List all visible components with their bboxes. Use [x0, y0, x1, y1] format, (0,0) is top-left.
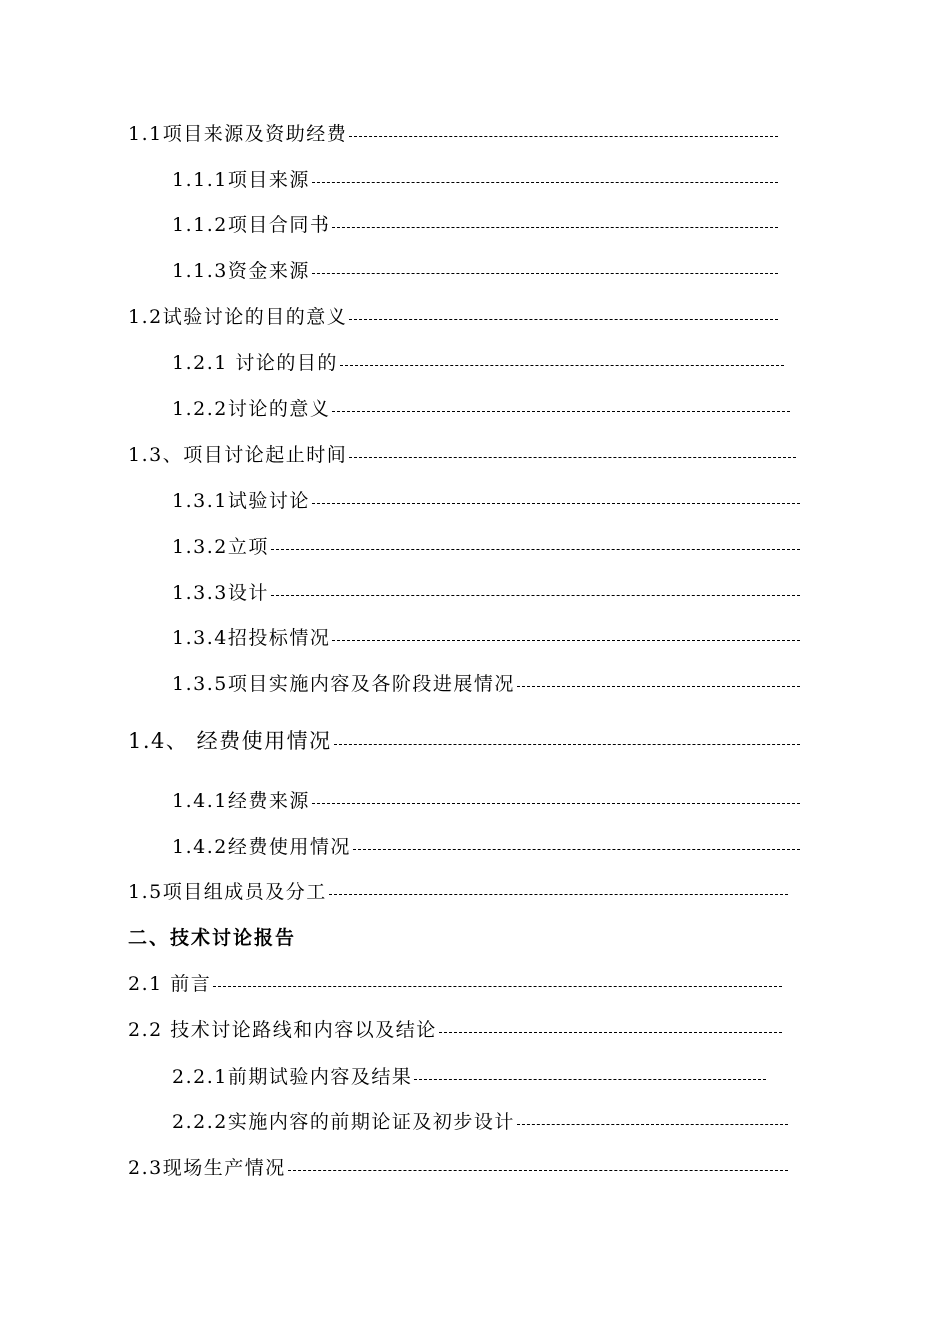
toc-entry[interactable]	[128, 1156, 788, 1180]
dot-leader	[288, 1170, 788, 1171]
toc-entry-label: 2.3现场生产情况	[128, 1157, 286, 1179]
toc-entry-label: 1.2.2讨论的意义	[172, 398, 331, 420]
toc-entry-label: 1.5项目组成员及分工	[128, 881, 327, 903]
toc-entry[interactable]	[172, 1065, 766, 1089]
toc-entry[interactable]	[172, 168, 778, 192]
dot-leader	[334, 744, 800, 745]
toc-entry-label: 1.4.2经费使用情况	[172, 836, 351, 858]
dot-leader	[332, 640, 800, 641]
dot-leader	[312, 182, 778, 183]
toc-entry-label: 二、技术讨论报告	[128, 927, 297, 949]
toc-entry[interactable]	[172, 259, 778, 283]
dot-leader	[353, 849, 800, 850]
toc-entry-label: 1.2.1 讨论的目的	[172, 352, 338, 374]
dot-leader	[213, 986, 782, 987]
toc-entry-label: 1.3.3设计	[172, 582, 269, 604]
dot-leader	[271, 595, 800, 596]
toc-entry[interactable]	[172, 626, 800, 650]
toc-entry[interactable]	[172, 489, 800, 513]
toc-entry-label: 2.2.2实施内容的前期论证及初步设计	[172, 1111, 515, 1133]
dot-leader	[329, 894, 788, 895]
toc-entry[interactable]	[128, 880, 788, 904]
toc-entry[interactable]	[128, 972, 782, 996]
section-heading[interactable]	[128, 926, 296, 950]
dot-leader	[349, 319, 778, 320]
dot-leader	[271, 549, 800, 550]
toc-entry[interactable]	[128, 1018, 782, 1042]
toc-entry-label: 1.3、项目讨论起止时间	[128, 444, 348, 466]
toc-entry[interactable]	[172, 213, 778, 237]
toc-entry[interactable]	[128, 305, 778, 329]
dot-leader	[340, 365, 784, 366]
toc-entry-label: 1.3.1试验讨论	[172, 490, 310, 512]
toc-entry-label: 1.4.1经费来源	[172, 790, 310, 812]
toc-entry-label: 1.3.2立项	[172, 536, 269, 558]
dot-leader	[414, 1079, 766, 1080]
toc-entry[interactable]	[172, 789, 800, 813]
toc-entry[interactable]	[128, 122, 778, 146]
dot-leader	[332, 227, 778, 228]
dot-leader	[332, 411, 790, 412]
toc-entry-label: 1.3.5项目实施内容及各阶段进展情况	[172, 673, 515, 695]
toc-entry[interactable]	[172, 351, 784, 375]
toc-entry[interactable]	[172, 835, 800, 859]
toc-entry-label: 2.2 技术讨论路线和内容以及结论	[128, 1019, 437, 1041]
dot-leader	[312, 503, 800, 504]
toc-entry-label: 1.1项目来源及资助经费	[128, 123, 348, 145]
toc-entry-label: 1.2试验讨论的目的意义	[128, 306, 348, 328]
toc-entry[interactable]	[172, 672, 800, 696]
toc-entry[interactable]	[128, 443, 796, 467]
dot-leader	[439, 1032, 782, 1033]
toc-entry-label: 1.1.3资金来源	[172, 260, 310, 282]
toc-entry[interactable]	[172, 535, 800, 559]
toc-entry[interactable]	[172, 1110, 788, 1134]
toc-entry[interactable]	[128, 729, 800, 753]
dot-leader	[312, 273, 778, 274]
toc-entry-label: 1.1.1项目来源	[172, 169, 310, 191]
dot-leader	[517, 686, 800, 687]
dot-leader	[349, 136, 778, 137]
toc-entry[interactable]	[172, 581, 800, 605]
toc-entry[interactable]	[172, 397, 790, 421]
toc-entry-label: 2.1 前言	[128, 973, 212, 995]
dot-leader	[349, 457, 796, 458]
dot-leader	[312, 803, 800, 804]
toc-entry-label: 1.1.2项目合同书	[172, 214, 331, 236]
dot-leader	[517, 1124, 788, 1125]
toc-entry-label: 1.3.4招投标情况	[172, 627, 331, 649]
toc-entry-label: 2.2.1前期试验内容及结果	[172, 1066, 413, 1088]
toc-entry-label: 1.4、 经费使用情况	[128, 729, 332, 753]
